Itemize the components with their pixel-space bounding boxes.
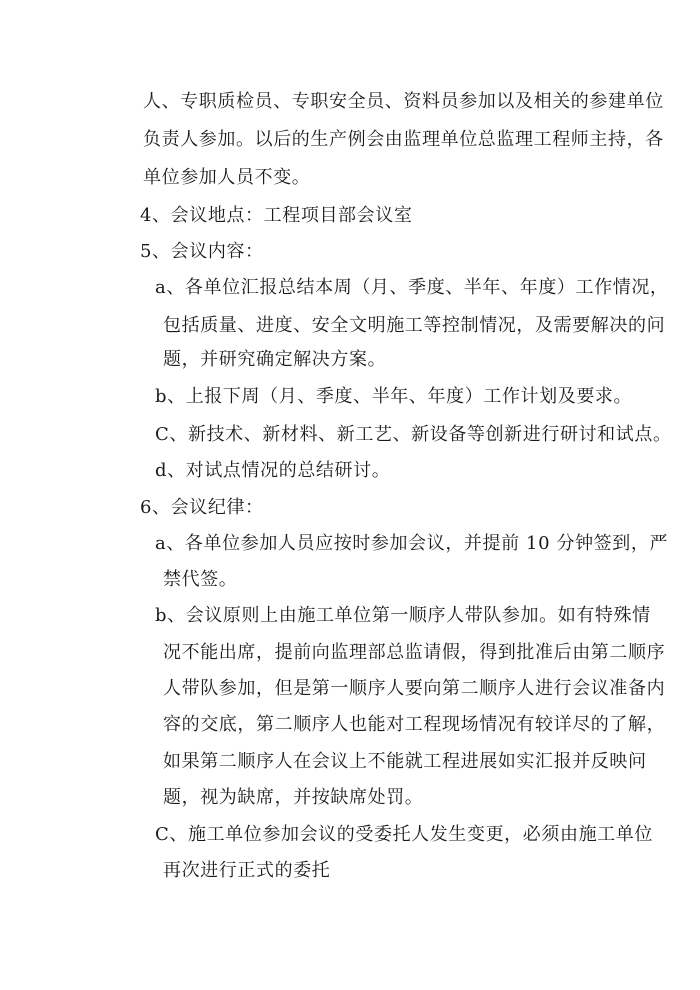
section-6-item-b-line-6: 题，视为缺席，并按缺席处罚。 [163, 787, 424, 808]
section-5-item-a-line-2: 包括质量、进度、安全文明施工等控制情况，及需要解决的问 [163, 315, 666, 336]
section-6-item-c-line-2: 再次进行正式的委托 [163, 860, 331, 881]
section-5-item-a-line-1: a、各单位汇报总结本周（月、季度、半年、年度）工作情况， [155, 277, 669, 298]
section-5-item-c: C、新技术、新材料、新工艺、新设备等创新进行研讨和试点。 [155, 424, 672, 445]
intro-line-1: 人、专职质检员、专职安全员、资料员参加以及相关的参建单位 [143, 91, 664, 112]
section-5-item-d: d、对试点情况的总结研讨。 [155, 460, 391, 481]
section-6-item-c-line-1: C、施工单位参加会议的受委托人发生变更，必须由施工单位 [155, 824, 653, 845]
section-6-heading: 6、会议纪律： [140, 497, 264, 518]
intro-line-2: 负责人参加。以后的生产例会由监理单位总监理工程师主持，各 [143, 129, 664, 150]
section-5-heading: 5、会议内容： [140, 241, 264, 262]
section-4-meeting-location: 4、会议地点：工程项目部会议室 [140, 205, 413, 226]
intro-line-3: 单位参加人员不变。 [143, 167, 311, 188]
section-6-item-a-line-1: a、各单位参加人员应按时参加会议，并提前 10 分钟签到，严 [155, 533, 669, 554]
section-6-item-b-line-4: 容的交底，第二顺序人也能对工程现场情况有较详尽的了解， [163, 714, 666, 735]
section-5-item-a-line-3: 题，并研究确定解决方案。 [163, 349, 387, 370]
section-6-item-b-line-3: 人带队参加，但是第一顺序人要向第二顺序人进行会议准备内 [163, 678, 666, 699]
section-6-item-a-line-2: 禁代签。 [163, 569, 238, 590]
section-6-item-b-line-5: 如果第二顺序人在会议上不能就工程进展如实汇报并反映问 [163, 751, 647, 772]
section-6-item-b-line-1: b、会议原则上由施工单位第一顺序人带队参加。如有特殊情 [155, 605, 651, 626]
section-5-item-b: b、上报下周（月、季度、半年、年度）工作计划及要求。 [155, 386, 633, 407]
section-6-item-b-line-2: 况不能出席，提前向监理部总监请假，得到批准后由第二顺序 [163, 642, 666, 663]
